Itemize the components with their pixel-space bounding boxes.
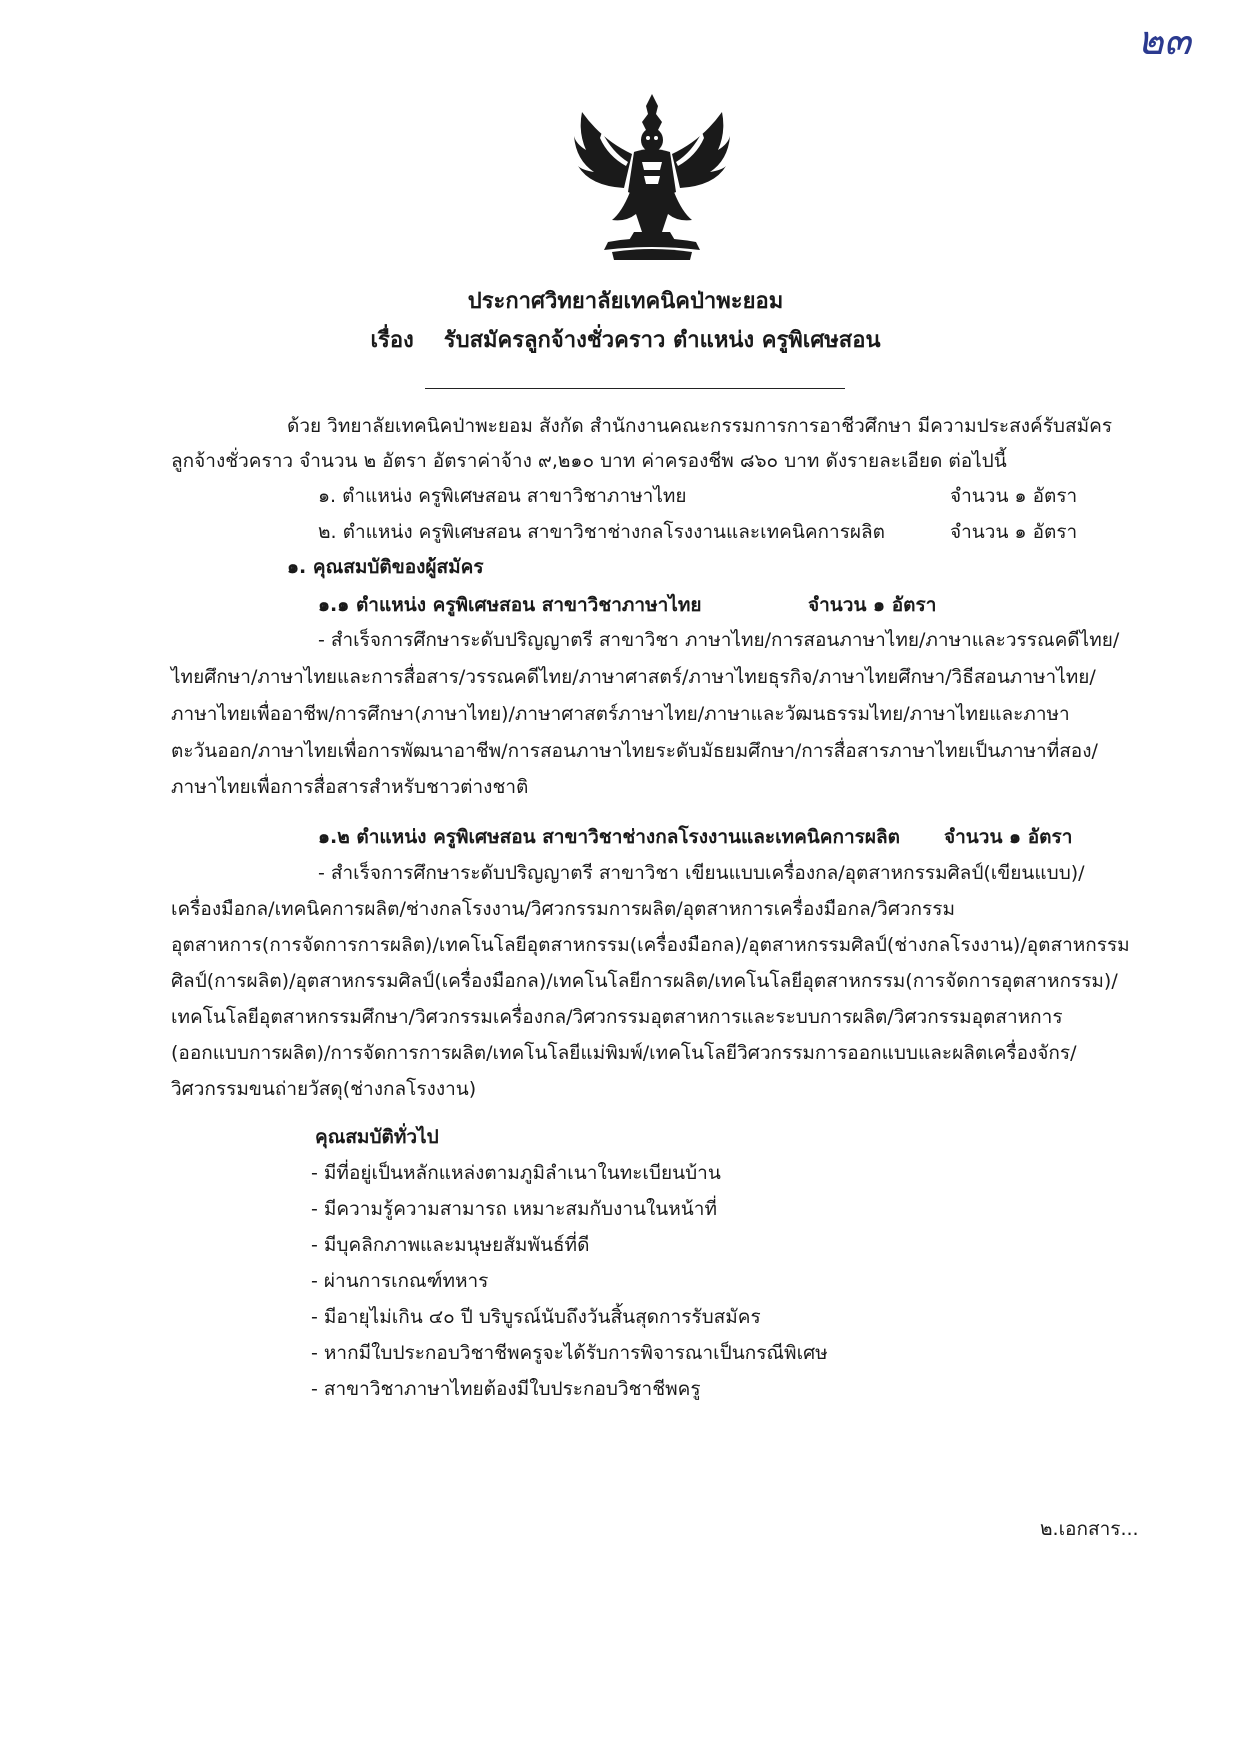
qualification-line: ศิลป์(การผลิต)/อุตสาหกรรมศิลป์(เครื่องมือกล)/เทคโนโลยีการผลิต/เทคโนโลยีอุตสาหกรรม(การจัดการอุตสาหกรรม)/	[171, 970, 1118, 992]
position-item-qty: จำนวน ๑ อัตรา	[950, 521, 1078, 543]
qualification-line: เทคโนโลยีอุตสาหกรรมศึกษา/วิศวกรรมเครื่องกล/วิศวกรรมอุตสาหการและระบบการผลิต/วิศวกรรมอุตสาหการ	[171, 1006, 1063, 1028]
subsection-heading: ๑.๒ ตำแหน่ง ครูพิเศษสอน สาขาวิชาช่างกลโรงงานและเทคนิคการผลิต	[318, 826, 900, 848]
general-item: - สาขาวิชาภาษาไทยต้องมีใบประกอบวิชาชีพครู	[311, 1378, 701, 1400]
garuda-emblem-icon	[572, 92, 732, 262]
general-item: - มีความรู้ความสามารถ เหมาะสมกับงานในหน้าที่	[311, 1198, 717, 1220]
position-item-label: ๑. ตำแหน่ง ครูพิเศษสอน สาขาวิชาภาษาไทย	[318, 485, 687, 507]
position-item-label: ๒. ตำแหน่ง ครูพิเศษสอน สาขาวิชาช่างกลโรงงานและเทคนิคการผลิต	[318, 521, 886, 543]
qualification-line: วิศวกรรมขนถ่ายวัสดุ(ช่างกลโรงงาน)	[171, 1078, 477, 1100]
general-item: - มีบุคลิกภาพและมนุษยสัมพันธ์ที่ดี	[311, 1234, 590, 1256]
subsection-heading: ๑.๑ ตำแหน่ง ครูพิเศษสอน สาขาวิชาภาษาไทย	[318, 594, 702, 616]
subject-label: เรื่อง	[370, 328, 414, 353]
qualification-line: ไทยศึกษา/ภาษาไทยและการสื่อสาร/วรรณคดีไทย/ภาษาศาสตร์/ภาษาไทยธุรกิจ/ภาษาไทยศึกษา/วิธีสอนภาษาไทย/	[171, 666, 1096, 688]
position-item-qty: จำนวน ๑ อัตรา	[950, 485, 1078, 507]
document-subject	[0, 322, 1251, 357]
general-item: - มีที่อยู่เป็นหลักแหล่งตามภูมิลำเนาในทะเบียนบ้าน	[311, 1162, 721, 1184]
general-item: - มีอายุไม่เกิน ๔๐ ปี บริบูรณ์นับถึงวันสิ้นสุดการรับสมัคร	[311, 1306, 761, 1328]
qualification-line: ภาษาไทยเพื่ออาชีพ/การศึกษา(ภาษาไทย)/ภาษาศาสตร์ภาษาไทย/ภาษาและวัฒนธรรมไทย/ภาษาไทยและภาษา	[171, 703, 1070, 725]
qualification-line: - สำเร็จการศึกษาระดับปริญญาตรี สาขาวิชา เขียนแบบเครื่องกล/อุตสาหกรรมศิลป์(เขียนแบบ)/	[318, 862, 1085, 884]
continued-footer: ๒.เอกสาร...	[1040, 1518, 1139, 1540]
document-title: ประกาศวิทยาลัยเทคนิคป่าพะยอม	[467, 289, 784, 314]
page-number: ๒๓	[1137, 18, 1191, 64]
subsection-qty: จำนวน ๑ อัตรา	[944, 826, 1073, 848]
subject-text: รับสมัครลูกจ้างชั่วคราว ตำแหน่ง ครูพิเศษสอน	[443, 328, 881, 353]
qualification-line: ตะวันออก/ภาษาไทยเพื่อการพัฒนาอาชีพ/การสอนภาษาไทยระดับมัธยมศึกษา/การสื่อสารภาษาไทยเป็นภาษาที่สอง/	[171, 740, 1098, 762]
qualification-line: (ออกแบบการผลิต)/การจัดการการผลิต/เทคโนโลยีแม่พิมพ์/เทคโนโลยีวิศวกรรมการออกแบบและผลิตเครื่องจักร/	[171, 1042, 1077, 1064]
section-heading: ๑. คุณสมบัติของผู้สมัคร	[287, 556, 484, 578]
qualification-line: เครื่องมือกล/เทคนิคการผลิต/ช่างกลโรงงาน/วิศวกรรมการผลิต/อุตสาหการเครื่องมือกล/วิศวกรรม	[171, 898, 955, 920]
qualification-line: อุตสาหการ(การจัดการการผลิต)/เทคโนโลยีอุตสาหกรรม(เครื่องมือกล)/อุตสาหกรรมศิลป์(ช่างกลโรงงาน)/อุตสาหกรรม	[171, 934, 1130, 956]
intro-line: ด้วย วิทยาลัยเทคนิคป่าพะยอม สังกัด สำนักงานคณะกรรมการการอาชีวศึกษา มีความประสงค์รับสมัคร	[287, 415, 1113, 437]
intro-line: ลูกจ้างชั่วคราว จำนวน ๒ อัตรา อัตราค่าจ้าง ๙,๒๑๐ บาท ค่าครองชีพ ๘๖๐ บาท ดังรายละเอียด ต่อไปนี้	[171, 450, 1007, 472]
general-item: - หากมีใบประกอบวิชาชีพครูจะได้รับการพิจารณาเป็นกรณีพิเศษ	[311, 1342, 828, 1364]
qualification-line: - สำเร็จการศึกษาระดับปริญญาตรี สาขาวิชา ภาษาไทย/การสอนภาษาไทย/ภาษาและวรรณคดีไทย/	[318, 629, 1120, 651]
general-item: - ผ่านการเกณฑ์ทหาร	[311, 1270, 489, 1292]
qualification-line: ภาษาไทยเพื่อการสื่อสารสำหรับชาวต่างชาติ	[171, 776, 529, 798]
subsection-qty: จำนวน ๑ อัตรา	[808, 594, 937, 616]
general-heading: คุณสมบัติทั่วไป	[315, 1126, 439, 1148]
title-divider	[425, 388, 845, 389]
